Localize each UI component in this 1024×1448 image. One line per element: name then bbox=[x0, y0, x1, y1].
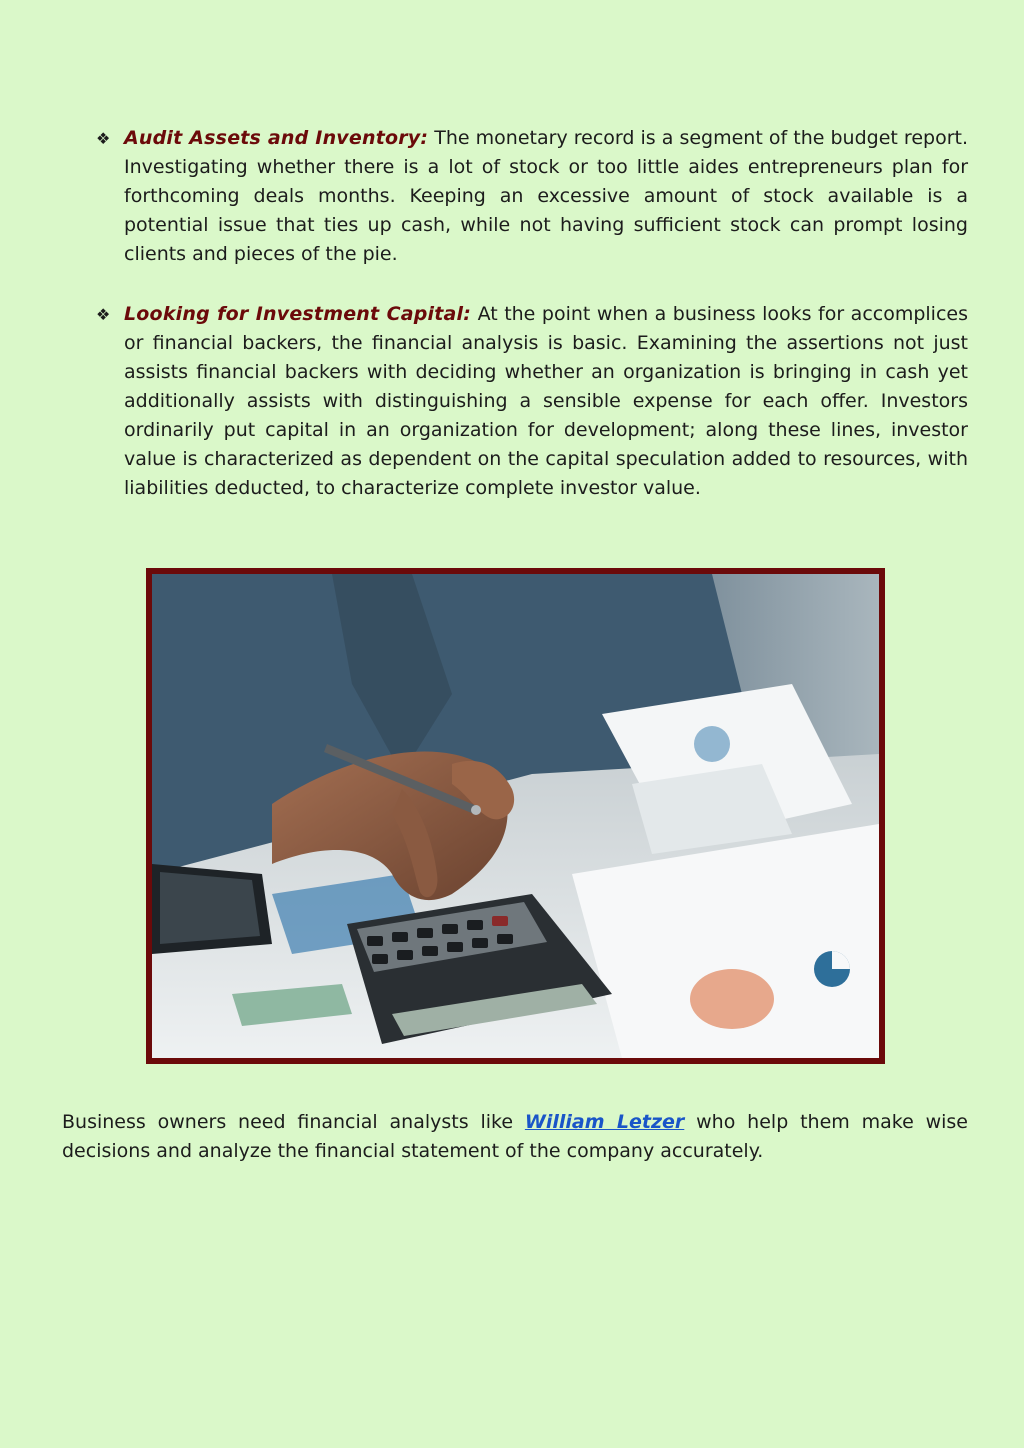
photo-illustration bbox=[152, 574, 879, 1058]
bullet-heading: Looking for Investment Capital: bbox=[124, 303, 472, 325]
bullet-investment-capital bbox=[96, 300, 968, 503]
bullet-heading: Audit Assets and Inventory: bbox=[124, 127, 429, 149]
diamond-bullet-icon: ❖ bbox=[96, 129, 111, 148]
bullet-paragraph bbox=[124, 124, 968, 269]
bullet-body: At the point when a business looks for accomplices or financial backers, the financial analysis is basic. Examining the assertions not just assists financial backers with deciding whether an organization is bringing in cash yet additionally assists with distinguishing a sensible expense for each offer. Investors ordinarily put capital in an organization for development; along these lines, investor value is characterized as dependent on the capital speculation added to resources, with liabilities deducted, to characterize complete investor value. bbox=[124, 303, 968, 499]
closing-text-after: who help them make wise decisions and analyze the financial statement of the company accurately. bbox=[62, 1111, 969, 1162]
william-letzer-link[interactable]: William Letzer bbox=[524, 1111, 685, 1133]
closing-paragraph bbox=[62, 1108, 968, 1166]
bullet-paragraph bbox=[124, 300, 968, 503]
diamond-bullet-icon: ❖ bbox=[96, 305, 111, 324]
closing-text-before: Business owners need financial analysts like bbox=[62, 1111, 525, 1133]
bullet-body: The monetary record is a segment of the budget report. Investigating whether there is a lot of stock or too little aides entrepreneurs plan for forthcoming deals months. Keeping an excessive amount of stock available is a potential issue that ties up cash, while not having sufficient stock can prompt losing clients and pieces of the pie. bbox=[124, 127, 968, 265]
calculator-desk-photo bbox=[146, 568, 885, 1064]
bullet-audit-assets bbox=[96, 124, 968, 269]
